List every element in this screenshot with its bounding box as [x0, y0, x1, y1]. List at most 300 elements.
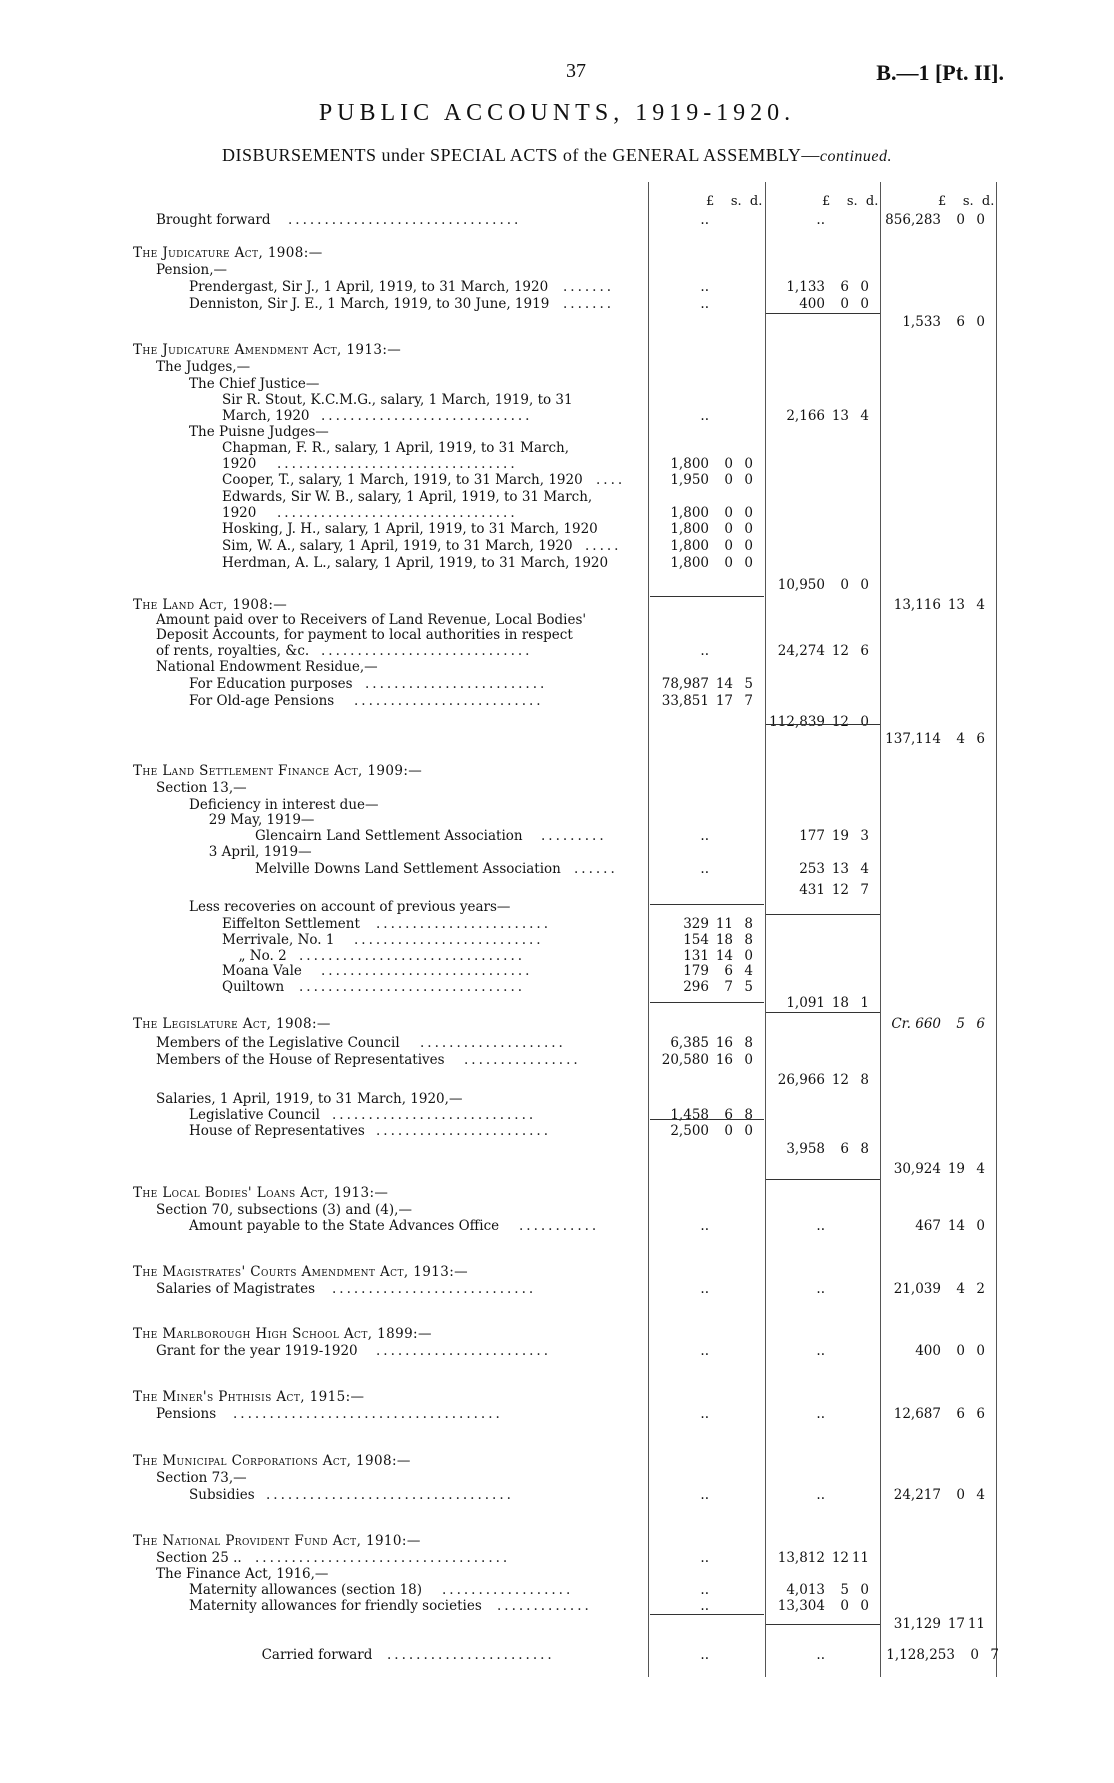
pence-value: 8	[860, 1141, 869, 1157]
table-row	[0, 1343, 1114, 1359]
row-label: „ No. 2	[238, 948, 287, 964]
pounds-value: 1,458	[670, 1107, 709, 1123]
amount-col3	[883, 212, 985, 228]
page-reference: B.—1 [Pt. II].	[876, 60, 1004, 85]
row-label: Prendergast, Sir J., 1 April, 1919, to 31 March, 1920	[189, 279, 549, 295]
row-label: Salaries, 1 April, 1919, to 31 March, 1920,—	[156, 1091, 463, 1107]
pence-value: 11	[851, 1550, 869, 1566]
pence-value: 8	[860, 1072, 869, 1088]
pence-value: 6	[976, 1406, 985, 1422]
amount-col1	[651, 643, 753, 659]
row-label: Members of the Legislative Council	[156, 1035, 400, 1051]
shillings-value: 19	[947, 1161, 965, 1177]
shillings-value: 16	[715, 1052, 733, 1068]
shillings-value: 0	[724, 538, 733, 554]
table-row	[0, 1616, 1114, 1632]
table-row	[0, 472, 1114, 488]
pounds-value: 4,013	[786, 1582, 825, 1598]
amount-col1	[651, 279, 753, 295]
act-heading: The Judicature Amendment Act, 1913:—	[133, 342, 402, 358]
table-row	[0, 296, 1114, 312]
pence-value: 6	[976, 731, 985, 747]
shillings-value: 18	[715, 932, 733, 948]
pounds-value: 31,129	[893, 1616, 941, 1632]
pounds-value: 1,128,253	[886, 1647, 955, 1663]
amount-col1	[651, 1123, 753, 1139]
leader-dots: .............................	[321, 643, 533, 659]
pounds-value: 12,687	[893, 1406, 941, 1422]
shillings-value: 0	[724, 472, 733, 488]
shillings-value: 6	[724, 963, 733, 979]
leader-dots: ............................	[332, 1281, 537, 1297]
table-row	[0, 844, 1114, 860]
pence-value: 3	[860, 828, 869, 844]
shillings-value: 12	[831, 1072, 849, 1088]
leader-dots: ........................	[376, 1343, 551, 1359]
pounds-value: 431	[799, 882, 825, 898]
pounds-value: 2,500	[670, 1123, 709, 1139]
table-row	[0, 1389, 1114, 1405]
amount-col1	[651, 861, 753, 877]
pence-value: 0	[860, 1582, 869, 1598]
subtitle-continued: continued.	[819, 148, 892, 165]
shillings-value: 7	[724, 979, 733, 995]
table-row	[0, 1566, 1114, 1582]
pence-value: 4	[976, 1487, 985, 1503]
table-row	[0, 262, 1114, 278]
leader-dots: ..................	[442, 1582, 574, 1598]
row-label: Maternity allowances (section 18)	[189, 1582, 423, 1598]
table-row	[0, 659, 1114, 675]
pence-value: 0	[860, 577, 869, 593]
amount-col2	[767, 577, 869, 593]
shillings-value: 6	[956, 1406, 965, 1422]
table-row	[0, 797, 1114, 813]
amount-col3	[883, 1647, 999, 1663]
table-row	[0, 597, 1114, 613]
pounds-value: ..	[816, 1218, 825, 1234]
pence-value: 0	[860, 1598, 869, 1614]
table-row	[0, 963, 1114, 979]
pounds-value: ..	[700, 643, 709, 659]
table-row	[0, 424, 1114, 440]
table-row	[0, 577, 1114, 593]
row-label: Maternity allowances for friendly societies	[189, 1598, 482, 1614]
act-heading: The Legislature Act, 1908:—	[133, 1016, 331, 1032]
row-label: The Finance Act, 1916,—	[156, 1566, 329, 1582]
amount-col1	[651, 538, 753, 554]
leader-dots: ...................................	[255, 1550, 511, 1566]
pounds-value: 1,533	[902, 314, 941, 330]
shillings-value: 17	[947, 1616, 965, 1632]
pence-value: 7	[990, 1647, 999, 1663]
amount-col1	[651, 212, 753, 228]
act-heading: The National Provident Fund Act, 1910:—	[133, 1533, 421, 1549]
row-label: 3 April, 1919—	[208, 844, 312, 860]
table-row	[0, 1533, 1114, 1549]
pence-value: 5	[744, 979, 753, 995]
shillings-value: 11	[715, 916, 733, 932]
leader-dots: .............................	[321, 963, 533, 979]
shillings-value: 4	[956, 1281, 965, 1297]
shillings-value: 0	[724, 521, 733, 537]
row-label: of rents, royalties, &c.	[156, 643, 310, 659]
amount-col2	[767, 408, 869, 424]
amount-col1	[651, 296, 753, 312]
leader-dots: .............................	[321, 408, 533, 424]
pence-value: 0	[744, 555, 753, 571]
shillings-value: 14	[947, 1218, 965, 1234]
shillings-value: 12	[831, 714, 849, 730]
leader-dots: ..................................	[266, 1487, 514, 1503]
row-label: For Education purposes	[189, 676, 353, 692]
row-label: March, 1920	[222, 408, 310, 424]
pounds-value: ..	[816, 1343, 825, 1359]
leader-dots: .........................	[365, 676, 548, 692]
pounds-value: ..	[700, 296, 709, 312]
amount-col3	[883, 1218, 985, 1234]
amount-col1	[651, 676, 753, 692]
row-label: Salaries of Magistrates	[156, 1281, 316, 1297]
pence-value: 0	[744, 1123, 753, 1139]
pence-value: 0	[744, 521, 753, 537]
pounds-value: 154	[683, 932, 709, 948]
amount-col1	[651, 1582, 753, 1598]
pounds-value: 13,116	[893, 597, 941, 613]
pounds-value: 1,800	[670, 505, 709, 521]
table-row	[0, 714, 1114, 730]
pounds-value: 329	[683, 916, 709, 932]
shillings-value: 0	[956, 1487, 965, 1503]
pounds-value: ..	[700, 1218, 709, 1234]
pence-value: 4	[860, 408, 869, 424]
shillings-value: 0	[956, 1343, 965, 1359]
leader-dots: ...............................	[299, 948, 526, 964]
pounds-value: 856,283	[885, 212, 941, 228]
pounds-value: ..	[700, 828, 709, 844]
pence-value: 0	[744, 1052, 753, 1068]
pence-value: 0	[860, 296, 869, 312]
amount-col1	[651, 1218, 753, 1234]
pounds-value: 1,800	[670, 521, 709, 537]
sum-rule	[766, 1012, 880, 1013]
pence-value: 8	[744, 1107, 753, 1123]
amount-col2	[767, 1281, 869, 1297]
sum-rule	[650, 1614, 764, 1615]
act-heading: The Judicature Act, 1908:—	[133, 245, 323, 261]
pounds-value: ..	[700, 408, 709, 424]
pounds-value: 6,385	[670, 1035, 709, 1051]
table-row	[0, 948, 1114, 964]
row-label: Section 73,—	[156, 1470, 247, 1486]
amount-col3	[883, 1406, 985, 1422]
row-label: Quiltown	[222, 979, 285, 995]
pounds-value: 24,274	[777, 643, 825, 659]
col3-shilling: s.	[962, 194, 974, 209]
table-row	[0, 916, 1114, 932]
amount-col3	[883, 1161, 985, 1177]
amount-col3	[883, 1487, 985, 1503]
amount-col2	[767, 1218, 869, 1234]
table-row	[0, 1487, 1114, 1503]
amount-col1	[651, 521, 753, 537]
pounds-value: 1,133	[786, 279, 825, 295]
sum-rule	[766, 914, 880, 915]
page-number: 37	[566, 60, 586, 82]
pounds-value: 131	[683, 948, 709, 964]
row-label: Moana Vale	[222, 963, 302, 979]
leader-dots: ....................	[420, 1035, 566, 1051]
table-row	[0, 731, 1114, 747]
sum-rule	[650, 1002, 764, 1003]
pounds-value: 1,800	[670, 555, 709, 571]
amount-col2	[767, 1343, 869, 1359]
pounds-value: 179	[683, 963, 709, 979]
pounds-value: 10,950	[777, 577, 825, 593]
pounds-value: 1,800	[670, 456, 709, 472]
amount-col2	[767, 1141, 869, 1157]
shillings-value: 13	[831, 861, 849, 877]
amount-col3	[883, 731, 985, 747]
pounds-value: 1,950	[670, 472, 709, 488]
amount-col1	[651, 948, 753, 964]
pounds-value: ..	[700, 1487, 709, 1503]
amount-col1	[651, 555, 753, 571]
shillings-value: 13	[947, 597, 965, 613]
shillings-value: 6	[724, 1107, 733, 1123]
pounds-value: 3,958	[786, 1141, 825, 1157]
row-label: House of Representatives	[189, 1123, 365, 1139]
table-row	[0, 538, 1114, 554]
leader-dots: .....	[585, 538, 622, 554]
table-row	[0, 1141, 1114, 1157]
amount-col2	[767, 1487, 869, 1503]
table-row	[0, 1016, 1114, 1032]
pence-value: 0	[860, 714, 869, 730]
row-label: Deposit Accounts, for payment to local authorities in respect	[156, 627, 573, 643]
pounds-value: ..	[816, 1406, 825, 1422]
table-row	[0, 408, 1114, 424]
amount-col1	[651, 1487, 753, 1503]
col2-pound: £	[822, 194, 831, 209]
table-row	[0, 555, 1114, 571]
pounds-value: 30,924	[893, 1161, 941, 1177]
table-row	[0, 1091, 1114, 1107]
amount-col1	[651, 505, 753, 521]
leader-dots: .......................	[387, 1647, 555, 1663]
pence-value: 0	[744, 472, 753, 488]
pence-value: 4	[976, 597, 985, 613]
pounds-value: ..	[700, 1550, 709, 1566]
amount-col2	[767, 279, 869, 295]
table-row	[0, 245, 1114, 261]
pence-value: 4	[976, 1161, 985, 1177]
leader-dots: ..........................	[354, 932, 544, 948]
pounds-value: ..	[700, 1406, 709, 1422]
table-row	[0, 1218, 1114, 1234]
amount-col2	[767, 995, 869, 1011]
leader-dots: ............................	[332, 1107, 537, 1123]
table-row	[0, 489, 1114, 505]
act-heading: The Local Bodies' Loans Act, 1913:—	[133, 1185, 389, 1201]
pence-value: 0	[976, 1218, 985, 1234]
pence-value: 0	[976, 212, 985, 228]
row-label: Amount paid over to Receivers of Land Revenue, Local Bodies'	[156, 612, 587, 628]
act-heading: The Municipal Corporations Act, 1908:—	[133, 1453, 411, 1469]
amount-col2	[767, 643, 869, 659]
pence-value: 6	[860, 643, 869, 659]
row-label: Section 13,—	[156, 780, 247, 796]
row-label: Grant for the year 1919-1920	[156, 1343, 358, 1359]
amount-col1	[651, 979, 753, 995]
table-row	[0, 1185, 1114, 1201]
shillings-value: 0	[970, 1647, 979, 1663]
pence-value: 0	[860, 279, 869, 295]
leader-dots: ....	[596, 472, 626, 488]
table-row	[0, 627, 1114, 643]
shillings-value: 0	[840, 1598, 849, 1614]
amount-col1	[651, 472, 753, 488]
leader-dots: .............	[497, 1598, 592, 1614]
table-row	[0, 1035, 1114, 1051]
table-row	[0, 1281, 1114, 1297]
pounds-value: Cr. 660	[891, 1016, 941, 1032]
amount-col1	[651, 1406, 753, 1422]
pence-value: 5	[744, 676, 753, 692]
act-heading: The Marlborough High School Act, 1899:—	[133, 1326, 432, 1342]
table-row	[0, 1406, 1114, 1422]
row-label: Amount payable to the State Advances Office	[189, 1218, 500, 1234]
row-label: Deficiency in interest due—	[189, 797, 379, 813]
amount-col3	[883, 597, 985, 613]
amount-col3	[883, 1616, 985, 1632]
amount-col1	[651, 916, 753, 932]
table-row	[0, 1107, 1114, 1123]
amount-col1	[651, 1052, 753, 1068]
sum-rule	[650, 1119, 764, 1120]
act-heading: The Land Act, 1908:—	[133, 597, 288, 613]
table-row	[0, 828, 1114, 844]
pounds-value: 21,039	[893, 1281, 941, 1297]
table-row	[0, 1550, 1114, 1566]
pounds-value: 78,987	[661, 676, 709, 692]
shillings-value: 14	[715, 676, 733, 692]
row-label: The Judges,—	[156, 359, 251, 375]
table-row	[0, 932, 1114, 948]
pence-value: 0	[744, 456, 753, 472]
table-row	[0, 212, 1114, 228]
table-row	[0, 861, 1114, 877]
act-heading: The Land Settlement Finance Act, 1909:—	[133, 763, 423, 779]
shillings-value: 0	[724, 456, 733, 472]
amount-col3	[883, 1016, 985, 1032]
leader-dots: ..........................	[354, 693, 544, 709]
leader-dots: .......	[563, 279, 615, 295]
col3-pence: d.	[981, 194, 995, 209]
pounds-value: 33,851	[661, 693, 709, 709]
amount-col1	[651, 1035, 753, 1051]
shillings-value: 19	[831, 828, 849, 844]
leader-dots: .........	[541, 828, 607, 844]
col1-pence: d.	[749, 194, 763, 209]
pounds-value: 400	[799, 296, 825, 312]
amount-col2	[767, 1072, 869, 1088]
pounds-value: ..	[700, 1343, 709, 1359]
row-label: Pension,—	[156, 262, 228, 278]
table-row	[0, 812, 1114, 828]
pounds-value: 467	[915, 1218, 941, 1234]
leader-dots: ...........	[519, 1218, 600, 1234]
table-row	[0, 612, 1114, 628]
row-label: 1920	[222, 505, 257, 521]
row-label: The Chief Justice—	[189, 376, 320, 392]
leader-dots: .......	[563, 296, 615, 312]
leader-dots: ......	[574, 861, 618, 877]
leader-dots: .................................	[277, 456, 518, 472]
pounds-value: ..	[700, 1582, 709, 1598]
shillings-value: 0	[956, 212, 965, 228]
pence-value: 2	[976, 1281, 985, 1297]
amount-col1	[651, 1107, 753, 1123]
table-row	[0, 1123, 1114, 1139]
shillings-value: 16	[715, 1035, 733, 1051]
pounds-value: 112,839	[769, 714, 825, 730]
shillings-value: 5	[956, 1016, 965, 1032]
shillings-value: 14	[715, 948, 733, 964]
pence-value: 8	[744, 1035, 753, 1051]
row-label: Legislative Council	[189, 1107, 320, 1123]
table-row	[0, 359, 1114, 375]
row-label: Sim, W. A., salary, 1 April, 1919, to 31 March, 1920	[222, 538, 573, 554]
table-row	[0, 1202, 1114, 1218]
col1-pound: £	[706, 194, 715, 209]
table-row	[0, 1647, 1114, 1663]
leader-dots: .....................................	[233, 1406, 503, 1422]
shillings-value: 6	[840, 1141, 849, 1157]
pounds-value: ..	[816, 212, 825, 228]
amount-col2	[767, 296, 869, 312]
row-label: 29 May, 1919—	[208, 812, 315, 828]
table-row	[0, 1161, 1114, 1177]
row-label: 1920	[222, 456, 257, 472]
row-label: Carried forward	[261, 1647, 373, 1663]
pence-value: 8	[744, 916, 753, 932]
row-label: Merrivale, No. 1	[222, 932, 335, 948]
sum-rule	[766, 1179, 880, 1180]
amount-col1	[651, 456, 753, 472]
row-label: Members of the House of Representatives	[156, 1052, 445, 1068]
amount-col1	[651, 1598, 753, 1614]
row-label: Section 70, subsections (3) and (4),—	[156, 1202, 412, 1218]
amount-col1	[651, 963, 753, 979]
amount-col2	[767, 714, 869, 730]
page-title: PUBLIC ACCOUNTS, 1919-1920.	[318, 100, 796, 126]
pounds-value: ..	[700, 1647, 709, 1663]
act-heading: The Magistrates' Courts Amendment Act, 1913:—	[133, 1264, 469, 1280]
pence-value: 4	[744, 963, 753, 979]
pounds-value: ..	[700, 1281, 709, 1297]
table-row	[0, 342, 1114, 358]
shillings-value: 0	[840, 577, 849, 593]
shillings-value: 0	[724, 1123, 733, 1139]
col2-pence: d.	[865, 194, 879, 209]
sum-rule	[766, 724, 880, 725]
amount-col2	[767, 828, 869, 844]
table-row	[0, 1453, 1114, 1469]
col2-shilling: s.	[846, 194, 858, 209]
pence-value: 11	[967, 1616, 985, 1632]
pence-value: 4	[860, 861, 869, 877]
